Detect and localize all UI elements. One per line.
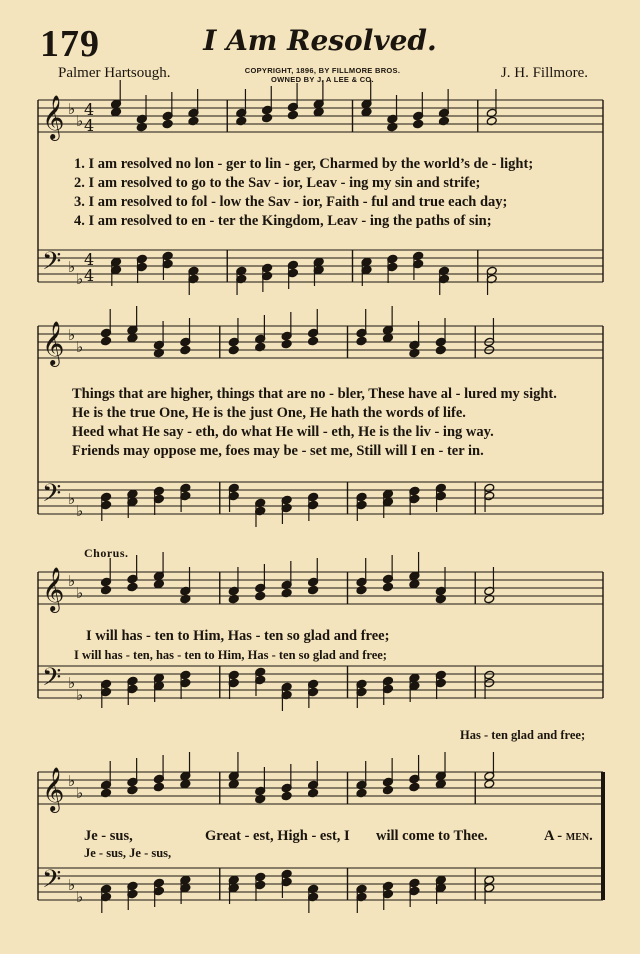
note <box>127 333 138 343</box>
time-signature: 4 <box>84 100 95 119</box>
flat-icon: ♭ <box>68 490 76 508</box>
note <box>281 561 292 590</box>
note <box>409 755 420 784</box>
verse-1-line-1: 1. I am resolved no lon - ger to lin - ger, Charmed by the world’s de - light; <box>74 156 534 172</box>
note <box>308 585 319 595</box>
flat-icon: ♭ <box>76 888 84 906</box>
bass-clef-icon: 𝄢 <box>42 479 62 514</box>
note <box>287 110 298 120</box>
note <box>127 582 138 592</box>
bass-clef-icon: 𝄢 <box>42 247 62 282</box>
note <box>255 767 266 796</box>
verse-4-line-1: 4. I am resolved to en - ter the Kingdom, Leav - ing the paths of sin; <box>74 213 492 229</box>
note <box>409 579 420 589</box>
chorus-line-2: I will has - ten, has - ten to Him, Has - ten so glad and free; <box>74 648 387 662</box>
verse-3-line-1: 3. I am resolved to fol - low the Sav - ior, Faith - ful and true each day; <box>74 194 508 210</box>
note <box>162 92 173 121</box>
note <box>101 585 112 595</box>
verse-4-line-2: Friends may oppose me, foes may be - set me, Still will I en - ter in. <box>72 443 484 459</box>
flat-icon: ♭ <box>68 258 76 276</box>
note <box>153 321 164 350</box>
note <box>255 315 266 344</box>
note <box>255 564 266 593</box>
note <box>484 567 495 596</box>
flat-icon: ♭ <box>76 502 84 520</box>
note <box>435 318 446 347</box>
note <box>382 555 393 584</box>
note <box>382 785 393 795</box>
note <box>356 761 367 790</box>
note <box>356 585 367 595</box>
owner-line: OWNED BY J. A LEE & CO. <box>271 75 374 84</box>
note <box>435 567 446 596</box>
note <box>111 107 122 117</box>
treble-clef-icon: 𝄞 <box>42 767 65 811</box>
note <box>435 779 446 789</box>
note <box>127 785 138 795</box>
note <box>387 95 398 124</box>
flat-icon: ♭ <box>76 686 84 704</box>
note <box>111 80 122 109</box>
note <box>308 336 319 346</box>
bass-staff <box>38 482 603 514</box>
note <box>356 309 367 338</box>
time-signature: 4 <box>84 250 95 269</box>
note <box>228 779 239 789</box>
note <box>162 119 173 129</box>
verse-3-line-2: Heed what He say - eth, do what He will - eth, He is the liv - ing way. <box>72 424 494 440</box>
note <box>413 119 424 129</box>
composer: J. H. Fillmore. <box>500 65 588 81</box>
note <box>313 80 324 109</box>
note <box>361 107 372 117</box>
note <box>308 761 319 790</box>
note <box>180 318 191 347</box>
note <box>313 107 324 117</box>
note <box>409 782 420 792</box>
note <box>413 92 424 121</box>
note <box>228 567 239 596</box>
note <box>262 113 273 123</box>
note <box>308 309 319 338</box>
flat-icon: ♭ <box>68 100 76 118</box>
treble-clef-icon: 𝄞 <box>42 567 65 611</box>
note <box>188 89 199 118</box>
note <box>153 782 164 792</box>
flat-icon: ♭ <box>68 876 76 894</box>
flat-icon: ♭ <box>68 674 76 692</box>
flat-icon: ♭ <box>76 584 84 602</box>
verse-2-line-1: 2. I am resolved to go to the Sav - ior, Leav - ing my sin and strife; <box>74 175 481 191</box>
flat-icon: ♭ <box>76 112 84 130</box>
note <box>356 336 367 346</box>
note <box>180 779 191 789</box>
treble-staff <box>38 772 603 804</box>
final-lyric-1: Je - sus, <box>84 828 133 844</box>
time-signature: 4 <box>84 266 95 285</box>
note <box>228 318 239 347</box>
verse-2-line-2: He is the true One, He is the just One, He hath the words of life. <box>72 405 466 421</box>
note <box>382 582 393 592</box>
bass-clef-icon: 𝄢 <box>42 865 62 900</box>
final-lyric-2: Great - est, High - est, I <box>205 828 350 844</box>
copyright-line: COPYRIGHT, 1896, BY FILLMORE BROS. <box>244 66 401 75</box>
treble-staff <box>38 572 603 604</box>
hymn-number: 179 <box>40 23 100 65</box>
flat-icon: ♭ <box>76 784 84 802</box>
note <box>361 80 372 109</box>
note <box>409 321 420 350</box>
note <box>287 83 298 112</box>
flat-icon: ♭ <box>76 338 84 356</box>
note <box>153 552 164 581</box>
flat-icon: ♭ <box>68 772 76 790</box>
note <box>236 89 247 118</box>
note <box>136 95 147 124</box>
note <box>435 752 446 781</box>
note <box>101 309 112 338</box>
chorus-label: Chorus. <box>84 546 129 560</box>
flat-icon: ♭ <box>68 572 76 590</box>
note <box>153 755 164 784</box>
note <box>180 752 191 781</box>
note <box>153 579 164 589</box>
bass-staff <box>38 868 603 900</box>
treble-clef-icon: 𝄞 <box>42 321 65 365</box>
bass-staff <box>38 666 603 698</box>
lyricist: Palmer Hartsough. <box>58 65 171 81</box>
flat-icon: ♭ <box>68 326 76 344</box>
note <box>101 761 112 790</box>
note <box>484 752 495 781</box>
note <box>281 339 292 349</box>
final-lyric-alto: Je - sus, Je - sus, <box>84 846 172 860</box>
note <box>484 779 495 789</box>
note <box>486 89 497 118</box>
note <box>228 345 239 355</box>
flat-icon: ♭ <box>76 270 84 288</box>
note <box>382 333 393 343</box>
note <box>127 555 138 584</box>
treble-clef-icon: 𝄞 <box>42 95 65 139</box>
note <box>255 591 266 601</box>
note <box>438 89 449 118</box>
note <box>101 336 112 346</box>
note <box>382 306 393 335</box>
note <box>180 567 191 596</box>
note <box>409 552 420 581</box>
treble-staff <box>38 326 603 358</box>
final-lyric-3: will come to Thee. <box>376 828 488 844</box>
hymn-title: I Am Resolved. <box>203 24 437 57</box>
bass-clef-icon: 𝄢 <box>42 663 62 698</box>
note <box>281 791 292 801</box>
amen-lyric: A - men. <box>544 828 593 844</box>
bass-echo-lyric: Has - ten glad and free; <box>460 728 586 742</box>
note <box>127 306 138 335</box>
note <box>281 764 292 793</box>
verse-1-line-2: Things that are higher, things that are no - bler, These have al - lured my sight. <box>72 386 557 402</box>
chorus-line-1: I will has - ten to Him, Has - ten so glad and free; <box>86 628 390 644</box>
time-signature: 4 <box>84 116 95 135</box>
note <box>228 752 239 781</box>
note <box>435 345 446 355</box>
note <box>180 345 191 355</box>
